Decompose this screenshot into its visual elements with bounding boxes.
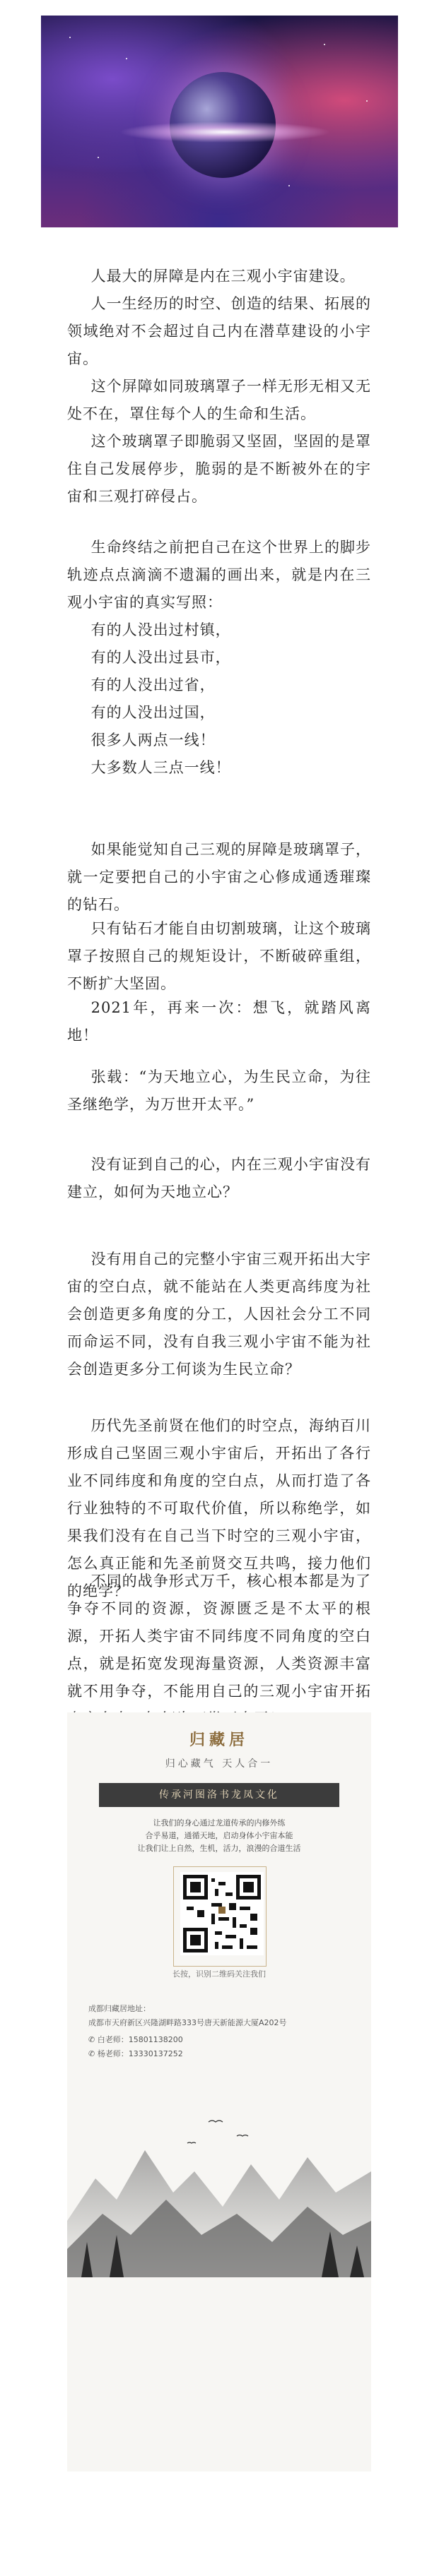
paragraph: 只有钻石才能自由切割玻璃，让这个玻璃罩子按照自己的规矩设计，不断破碎重组，不断扩大坚固。 — [67, 920, 371, 992]
hero-image — [41, 16, 398, 227]
contact-1: 白老师：15801138200 — [97, 2035, 183, 2044]
list-line: 很多人两点一线！ — [90, 732, 216, 749]
phone-icon: ✆ — [88, 2035, 95, 2044]
brand-slogan: 归心藏气 天人合一 — [165, 1758, 274, 1770]
paragraph: 这个屏障如同玻璃罩子一样无形无相又无处不在，罩住每个人的生命和生活。 — [67, 378, 371, 422]
qr-caption: 长按，识别二维码关注我们 — [172, 1969, 266, 1979]
qr-code-icon — [183, 1875, 261, 1952]
qr-code[interactable] — [180, 1872, 264, 1955]
contact-line — [88, 2033, 357, 2046]
paragraph: 没有用自己的完整小宇宙三观开拓出大宇宙的空白点，就不能站在人类更高纬度为社会创造更多角度的分工，人因社会分工不同而命运不同，没有自我三观小宇宙不能为社会创造更多分工何谈为生民立命？ — [67, 1251, 371, 1378]
paragraph: 如果能觉知自己三观的屏障是玻璃罩子，就一定要把自己的小宇宙之心修成通透璀璨的钻石。 — [67, 841, 371, 913]
paragraph: 这个玻璃罩子即脆弱又坚固，坚固的是罩住自己发展停步，脆弱的是不断被外在的宇宙和三观打碎侵占。 — [67, 433, 371, 505]
paragraph: 人一生经历的时空、创造的结果、拓展的领域绝对不会超过自己内在潜草建设的小宇宙。 — [67, 295, 371, 367]
list-line: 有的人没出过省， — [90, 676, 216, 693]
brand-name: 归藏居 — [189, 1731, 249, 1749]
star — [69, 37, 71, 38]
star — [366, 100, 368, 102]
list-line: 有的人没出过村镇， — [90, 621, 231, 638]
paragraph: 张载：“为天地立心，为生民立命，为往圣继绝学，为万世开太平。” — [67, 1068, 371, 1113]
star — [98, 157, 99, 158]
footer-card — [67, 1712, 371, 2471]
description-line: 让我们让上自然，生机，活力，浪漫的合道生活 — [137, 1844, 301, 1853]
paragraph: 没有证到自己的心，内在三观小宇宙没有建立，如何为天地立心？ — [67, 1156, 371, 1200]
contact-line — [88, 2047, 357, 2061]
list-line: 大多数人三点一线！ — [90, 759, 231, 776]
paragraph: 不同的战争形式万千，核心根本都是为了争夺不同的资源，资源匮乏是不太平的根源，开拓人类宇宙不同纬度不同角度的空白点，就是拓宽发现海量资源，人类资源丰富就不用争夺，不能用自己的三观小宇宙开拓 — [67, 1573, 371, 1700]
contact-2: 杨老师：13330137252 — [97, 2049, 183, 2058]
paragraph: 人最大的屏障是内在三观小宇宙建设。 — [90, 268, 356, 285]
description-line: 合乎易道，通循天地，启动身体小宇宙本能 — [145, 1831, 293, 1840]
star — [324, 44, 325, 45]
star — [288, 185, 290, 186]
star — [126, 58, 127, 59]
description-line: 让我们的身心通过龙道传承的内修外练 — [153, 1818, 286, 1827]
ink-mountain-landscape — [67, 2094, 371, 2277]
paragraph: 历代先圣前贤在他们的时空点，海纳百川形成自己坚固三观小宇宙后，开拓出了各行业不同纬度和角度的空白点，从而打造了各行业独特的不可取代价值，所以称绝学，如果我们没有在自己当下时空的三观小宇宙，怎么真正能和先圣前贤交互共鸣，接力他们的绝学？ — [67, 1417, 371, 1599]
light-glow — [119, 121, 331, 143]
paragraph: 生命终结之前把自己在这个世界上的脚步轨迹点点滴滴不遗漏的画出来，就是内在三观小宇宙的真实写照： — [67, 539, 371, 611]
address-text: 成都市天府新区兴隆湖畔路333号唐天新能源大厦A202号 — [88, 2018, 287, 2027]
phone-icon: ✆ — [88, 2049, 95, 2058]
address-title: 成都归藏居地址： — [88, 2004, 151, 2013]
list-line: 有的人没出过县市， — [90, 649, 231, 666]
paragraph: 2021年，再来一次：想飞，就踏风离地！ — [67, 999, 371, 1044]
culture-banner: 传承河图洛书龙凤文化 — [99, 1783, 339, 1807]
list-line: 有的人没出过国， — [90, 704, 216, 721]
